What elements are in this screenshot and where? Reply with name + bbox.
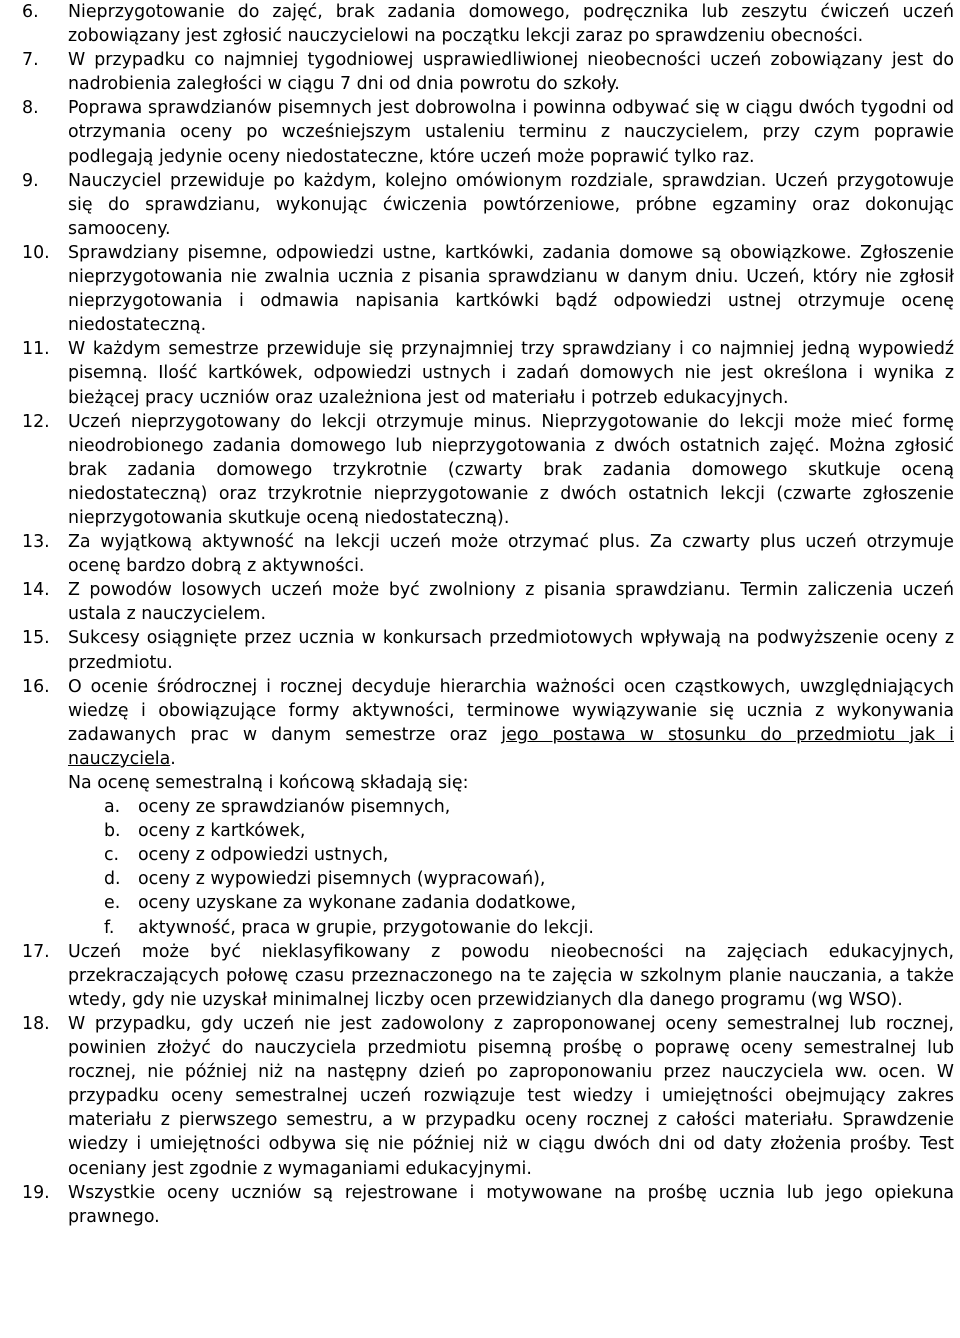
sub-list-item xyxy=(104,795,954,819)
item-text: Nauczyciel przewiduje po każdym, kolejno omówionym rozdziale, sprawdzian. Uczeń przygotowuje się do sprawdzianu, wykonując ćwiczenia powtórzeniowe, próbne egzaminy oraz dokonując samooceny. xyxy=(68,170,954,239)
item-number: 11. xyxy=(22,339,50,360)
grade-components-intro: Na ocenę semestralną i końcową składają się: xyxy=(68,773,469,793)
item-number: 13. xyxy=(22,532,50,553)
sub-list-item xyxy=(104,843,954,867)
item-text: Uczeń nieprzygotowany do lekcji otrzymuje minus. Nieprzygotowanie do lekcji może mieć formę nieodrobionego zadania domowego lub nieprzygotowania z dwóch ostatnich zajęć. Można zgłosić brak zadania domowego trzykrotnie (czwarty brak zadania domowego skutkuje oceną niedostateczną) oraz trzykrotnie nieprzygotowanie z dwóch ostatnich lekcji (czwarte zgłoszenie nieprzygotowania skutkuje oceną niedostateczną). xyxy=(68,411,954,528)
item-number: 16. xyxy=(22,676,50,697)
sub-list-item xyxy=(104,867,954,891)
list-item xyxy=(22,337,954,409)
item-number: 14. xyxy=(22,580,50,601)
item-content xyxy=(68,675,954,940)
item-number: 15. xyxy=(22,628,50,649)
sub-list-item xyxy=(104,819,954,843)
list-item xyxy=(22,0,954,48)
list-item xyxy=(22,48,954,96)
item-text: Sprawdziany pisemne, odpowiedzi ustne, kartkówki, zadania domowe są obowiązkowe. Zgłoszenie nieprzygotowania nie zwalnia ucznia z pisania sprawdzianu w danym dniu. Uczeń, który nie zgłosił nieprzygotowania i odmawia napisania kartkówki bądź odpowiedzi ustnej otrzymuje ocenę niedostateczną. xyxy=(68,242,954,336)
sub-item-text: oceny z odpowiedzi ustnych, xyxy=(138,845,389,866)
list-item xyxy=(22,626,954,674)
item-number: 10. xyxy=(22,242,50,263)
sub-item-text: aktywność, praca w grupie, przygotowanie do lekcji. xyxy=(138,917,594,938)
item-text: Sukcesy osiągnięte przez ucznia w konkursach przedmiotowych wpływają na podwyższenie oceny z przedmiotu. xyxy=(68,628,954,673)
sub-list-item xyxy=(104,891,954,915)
list-item xyxy=(22,530,954,578)
sub-item-text: oceny uzyskane za wykonane zadania dodatkowe, xyxy=(138,893,577,914)
item-number: 7. xyxy=(22,50,39,71)
grade-components-list xyxy=(68,795,954,940)
item-number: 18. xyxy=(22,1013,50,1034)
sub-item-text: oceny ze sprawdzianów pisemnych, xyxy=(138,797,451,818)
item-text: Z powodów losowych uczeń może być zwolniony z pisania sprawdzianu. Termin zaliczenia uczeń ustala z nauczycielem. xyxy=(68,580,954,625)
item-text-main: O ocenie śródrocznej i rocznej decyduje hierarchia ważności ocen cząstkowych, uwzględniających wiedzę i obowiązujące formy aktywności, terminowe wywiązywanie się ucznia z wykonywania zadawanych prac w danym semestrze oraz xyxy=(68,676,954,745)
item-number: 9. xyxy=(22,170,39,191)
item-number: 8. xyxy=(22,98,39,119)
item-text: Nieprzygotowanie do zajęć, brak zadania domowego, podręcznika lub zeszytu ćwiczeń uczeń zobowiązany jest zgłosić nauczycielowi na początku lekcji zaraz po sprawdzeniu obecności. xyxy=(68,2,954,47)
sub-item-letter: d. xyxy=(104,869,121,890)
item-text: W przypadku, gdy uczeń nie jest zadowolony z zaproponowanej oceny semestralnej lub rocznej, powinien złożyć do nauczyciela przedmiotu pisemną prośbę o poprawę oceny semestralnej lub rocznej, nie później niż na następny dzień po zaproponowaniu przez nauczyciela ww. ocen. W przypadku oceny semestralnej uczeń rozwiązuje test wiedzy i umiejętności obejmujący zakres materiału z pierwszego semestru, a w przypadku oceny rocznej z całości materiału. Sprawdzenie wiedzy i umiejętności odbywa się nie później niż w ciągu dwóch dni od daty złożenia prośby. Test oceniany jest zgodnie z wymaganiami edukacyjnymi. xyxy=(68,1013,954,1179)
sub-item-letter: c. xyxy=(104,845,120,866)
list-item xyxy=(22,940,954,1012)
item-text-end: . xyxy=(170,748,176,769)
sub-item-text: oceny z wypowiedzi pisemnych (wypracowań), xyxy=(138,869,546,890)
item-number: 6. xyxy=(22,2,39,22)
list-item xyxy=(22,1012,954,1181)
item-text xyxy=(68,675,954,771)
rules-list xyxy=(22,0,954,1229)
sub-item-letter: a. xyxy=(104,797,121,818)
list-item xyxy=(22,169,954,241)
list-item-grading xyxy=(22,675,954,940)
item-text: W każdym semestrze przewiduje się przynajmniej trzy sprawdziany i co najmniej jedną wypowiedź pisemną. Ilość kartkówek, odpowiedzi ustnych i zadań domowych nie jest określona i wynika z bieżącej pracy uczniów oraz uzależniona jest od materiału i potrzeb edukacyjnych. xyxy=(68,339,954,408)
sub-item-letter: b. xyxy=(104,821,121,842)
item-number: 19. xyxy=(22,1182,50,1203)
sub-item-letter: e. xyxy=(104,893,121,914)
item-text: Poprawa sprawdzianów pisemnych jest dobrowolna i powinna odbywać się w ciągu dwóch tygodni od otrzymania oceny po wcześniejszym ustaleniu terminu z nauczycielem, przy czym poprawie podlegają jedynie oceny niedostateczne, które uczeń może poprawić tylko raz. xyxy=(68,98,954,167)
item-text-underlined: jego postawa w stosunku do przedmiotu jak i nauczyciela xyxy=(68,724,954,769)
sub-item-letter: f. xyxy=(104,917,115,938)
list-item xyxy=(22,1181,954,1229)
item-number: 12. xyxy=(22,411,50,432)
item-text: Uczeń może być nieklasyfikowany z powodu nieobecności na zajęciach edukacyjnych, przekraczających połowę czasu przeznaczonego na te zajęcia w szkolnym planie nauczania, a także wtedy, gdy nie uzyskał minimalnej liczby ocen przewidzianych dla danego programu (wg WSO). xyxy=(68,941,954,1010)
list-item xyxy=(22,96,954,168)
item-text: Wszystkie oceny uczniów są rejestrowane i motywowane na prośbę ucznia lub jego opiekuna prawnego. xyxy=(68,1182,954,1227)
item-number: 17. xyxy=(22,941,50,962)
list-item xyxy=(22,410,954,530)
list-item xyxy=(22,578,954,626)
item-text: W przypadku co najmniej tygodniowej usprawiedliwionej nieobecności uczeń zobowiązany jest do nadrobienia zaległości w ciągu 7 dni od dnia powrotu do szkoły. xyxy=(68,50,954,95)
sub-item-text: oceny z kartkówek, xyxy=(138,821,306,842)
sub-list-item xyxy=(104,916,954,940)
item-text: Za wyjątkową aktywność na lekcji uczeń może otrzymać plus. Za czwarty plus uczeń otrzymuje ocenę bardzo dobrą z aktywności. xyxy=(68,532,954,577)
list-item xyxy=(22,241,954,337)
